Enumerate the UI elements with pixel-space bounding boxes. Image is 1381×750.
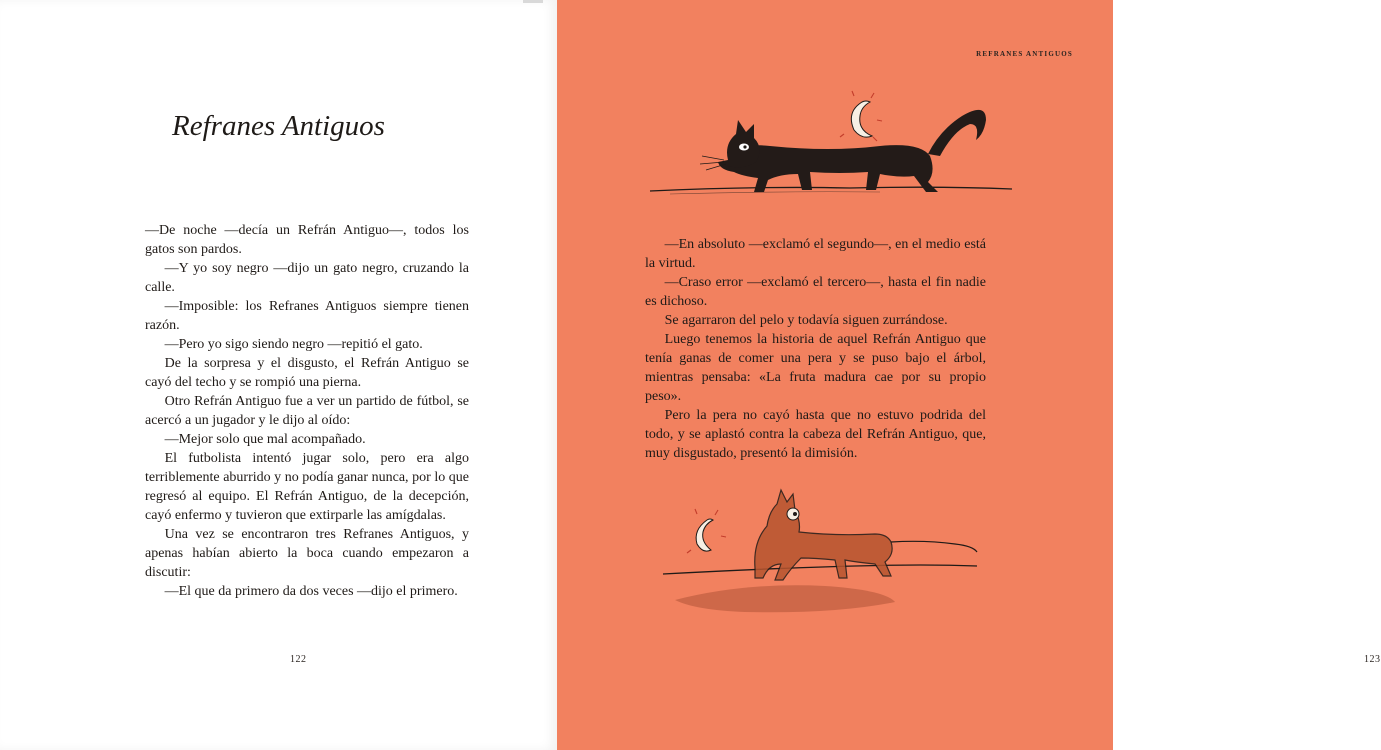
right-page-text	[645, 235, 986, 463]
page-number-right: 123	[1364, 654, 1381, 665]
paragraph: El futbolista intentó jugar solo, pero era algo terriblemente aburrido y no podía ganar nunca, por lo que regresó al equipo. El Refrán Antiguo, de la decepción, cayó enfermo y tuvieron que extirparle las amígdalas.	[145, 451, 469, 523]
paragraph: Luego tenemos la historia de aquel Refrán Antiguo que tenía ganas de comer una pera y se puso bajo el árbol, mientras pensaba: «La fruta madura cae por su propio peso».	[645, 332, 986, 404]
paragraph: —El que da primero da dos veces —dijo el primero.	[164, 584, 458, 599]
black-cat-illustration	[640, 90, 1020, 205]
bookmark-ribbon	[523, 0, 543, 3]
paragraph: Pero la pera no cayó hasta que no estuvo podrida del todo, y se aplastó contra la cabeza del Refrán Antiguo, que, muy disgustado, presentó la dimisión.	[645, 408, 986, 461]
orange-cat-illustration	[655, 482, 985, 622]
page-number-left: 122	[290, 654, 307, 665]
paragraph: —Imposible: los Refranes Antiguos siempre tienen razón.	[145, 299, 469, 333]
paragraph: —Y yo soy negro —dijo un gato negro, cruzando la calle.	[145, 261, 469, 295]
orange-cat	[755, 490, 977, 580]
crescent-moon-icon	[840, 91, 882, 141]
running-head: REFRANES ANTIGUOS	[976, 50, 1073, 58]
left-page-text	[145, 221, 469, 601]
paragraph: —En absoluto —exclamó el segundo—, en el medio está la virtud.	[645, 237, 986, 271]
paragraph: Se agarraron del pelo y todavía siguen zurrándose.	[664, 313, 948, 328]
paragraph: Una vez se encontraron tres Refranes Antiguos, y apenas habían abierto la boca cuando empezaron a discutir:	[145, 527, 469, 580]
paragraph: —Mejor solo que mal acompañado.	[164, 432, 366, 447]
paragraph: Otro Refrán Antiguo fue a ver un partido de fútbol, se acercó a un jugador y le dijo al oído:	[145, 394, 469, 428]
paragraph: De la sorpresa y el disgusto, el Refrán Antiguo se cayó del techo y se rompió una pierna.	[145, 356, 469, 390]
paragraph: —Pero yo sigo siendo negro —repitió el gato.	[164, 337, 423, 352]
paragraph: —Craso error —exclamó el tercero—, hasta el fin nadie es dichoso.	[645, 275, 986, 309]
crescent-moon-icon	[687, 509, 726, 553]
left-page	[0, 0, 557, 750]
chapter-title: Refranes Antiguos	[172, 110, 385, 142]
paragraph: —De noche —decía un Refrán Antiguo—, todos los gatos son pardos.	[145, 223, 469, 257]
